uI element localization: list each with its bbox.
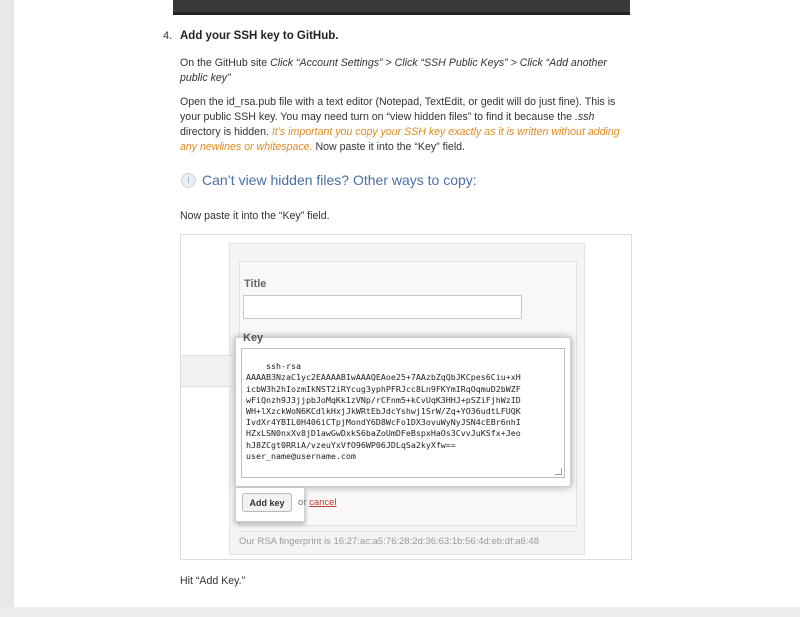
rsa-fingerprint: Our RSA fingerprint is 16:27:ac:a5:76:28:2d:36:63:1b:56:4d:eb:df:a6:48 (239, 536, 539, 547)
ssh-dir-name: .ssh (574, 111, 595, 123)
bottom-strip (0, 607, 800, 617)
left-gutter (0, 0, 14, 607)
open-file-text-2: directory is hidden. (180, 126, 272, 138)
fingerprint-divider (237, 531, 575, 532)
resize-grip-icon[interactable] (555, 468, 562, 475)
or-text: or (298, 497, 307, 508)
hidden-files-link-text: Can’t view hidden files? Other ways to copy: (202, 172, 477, 188)
open-file-text-3: Now paste it into the “Key” field. (312, 141, 466, 153)
step-title: Add your SSH key to GitHub. (180, 30, 339, 42)
key-label: Key (243, 332, 264, 344)
warning-text: It’s important you copy your SSH key exactly as it is written without adding any newlines or whitespace. (180, 126, 620, 153)
open-file-text-1: Open the id_rsa.pub file with a text editor (Notepad, TextEdit, or gedit will do just fine). This is your public SSH key. You may need turn on “view hidden files” to find it because the (180, 96, 616, 123)
title-label: Title (244, 278, 267, 290)
or-cancel (298, 497, 337, 508)
step-number: 4. (163, 30, 173, 42)
hidden-files-link[interactable] (181, 172, 477, 188)
open-file-paragraph (180, 95, 635, 155)
add-key-screenshot (180, 234, 632, 560)
hit-add-key-instruction: Hit “Add Key.” (180, 575, 246, 587)
key-textarea-content: ssh-rsa AAAAB3NzaC1yc2EAAAABIwAAAQEAoe25+7AAzbZqQbJKCpes6Ciu+xH icbW3h2hIozmIkNST2iRYcug3yphPFRJcc8Ln9FKYmIRqOqmuD2bWZF wFiQnzh9J3jjpbJoMqKk1zVNp/rCFnm5+kCvUqK3HHJ+pSZiFjhWzID WH+lXzckWoN6KCdlkHxjJkWRtEbJdcYshwj1SrW/Zq+YO36udtLFUQK IvdXr4YBIL0H406iCTpjMondY6D8WcFo1DX3ovuWyNyJSN4cEBr6nhI HZxLSN0nxXv8jD1awGwDxkS6baZoUmDFeBspxHaOs3CvvJuKSfx+Jeo hJ8ZCgt0RRiA/vzeuYxVfO96WP06JDLqSa2kyXfw== user_name@username.com (246, 361, 521, 461)
screenshot-side-tab (181, 355, 233, 387)
paste-instruction: Now paste it into the “Key” field. (180, 210, 330, 222)
info-icon: i (181, 173, 196, 188)
cancel-link[interactable]: cancel (309, 497, 337, 508)
previous-figure-edge (173, 0, 630, 15)
title-input[interactable] (243, 295, 522, 319)
instructions-lead: On the GitHub site (180, 57, 271, 69)
instructions-paragraph (180, 56, 635, 86)
add-key-button[interactable]: Add key (242, 493, 292, 512)
key-textarea[interactable] (241, 348, 565, 478)
instructions-clicks: Click “Account Settings” > Click “SSH Public Keys” > Click “Add another public key” (180, 57, 607, 84)
